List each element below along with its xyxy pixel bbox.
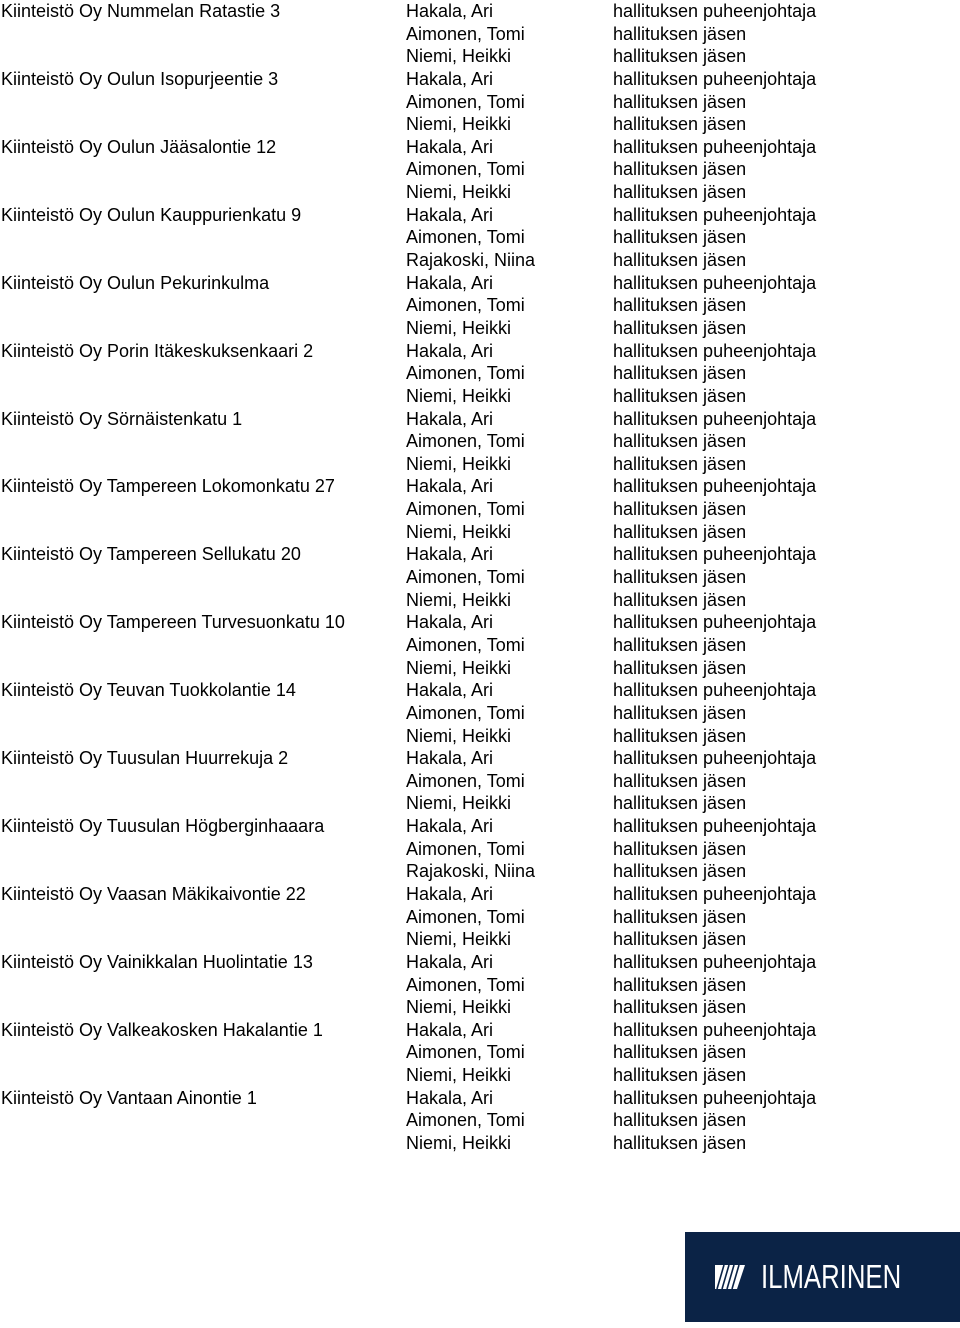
member-name: Hakala, Ari: [406, 1019, 494, 1040]
member-name: Aimonen, Tomi: [406, 770, 525, 791]
member-name: Hakala, Ari: [406, 544, 494, 565]
company-entry: [0, 272, 960, 340]
member-role: hallituksen puheenjohtaja: [613, 476, 817, 497]
member-role: hallituksen jäsen: [613, 929, 747, 950]
logo-text: ILMARINEN: [761, 1258, 902, 1295]
board-members: [406, 408, 816, 476]
member-role: hallituksen puheenjohtaja: [613, 612, 817, 633]
board-member-row: [406, 702, 816, 725]
company-name: Kiinteistö Oy Vainikkalan Huolintatie 13: [1, 951, 313, 972]
board-member-row: [406, 589, 816, 612]
member-role: hallituksen jäsen: [613, 23, 747, 44]
board-member-row: [406, 453, 816, 476]
member-name: Niemi, Heikki: [406, 46, 512, 67]
member-name: Niemi, Heikki: [406, 182, 512, 203]
member-name: Aimonen, Tomi: [406, 702, 525, 723]
board-members: [406, 204, 816, 272]
company-entry: [0, 475, 960, 543]
member-name: Niemi, Heikki: [406, 114, 512, 135]
member-role: hallituksen jäsen: [613, 363, 747, 384]
member-role: hallituksen jäsen: [613, 974, 747, 995]
member-role: hallituksen jäsen: [613, 1065, 747, 1086]
member-role: hallituksen puheenjohtaja: [613, 408, 817, 429]
member-role: hallituksen jäsen: [613, 1133, 747, 1154]
member-name: Hakala, Ari: [406, 476, 494, 497]
member-role: hallituksen puheenjohtaja: [613, 680, 817, 701]
company-entry: [0, 815, 960, 883]
board-member-row: [406, 792, 816, 815]
member-role: hallituksen jäsen: [613, 453, 747, 474]
board-members: [406, 340, 816, 408]
member-role: hallituksen puheenjohtaja: [613, 340, 817, 361]
member-name: Aimonen, Tomi: [406, 906, 525, 927]
board-member-row: [406, 475, 816, 498]
member-role: hallituksen jäsen: [613, 657, 747, 678]
company-name: Kiinteistö Oy Teuvan Tuokkolantie 14: [1, 680, 296, 701]
member-name: Aimonen, Tomi: [406, 838, 525, 859]
board-member-row: [406, 860, 816, 883]
board-member-row: [406, 1064, 816, 1087]
board-member-row: [406, 317, 816, 340]
company-entry: [0, 340, 960, 408]
member-role: hallituksen jäsen: [613, 567, 747, 588]
member-role: hallituksen jäsen: [613, 793, 747, 814]
board-member-row: [406, 68, 816, 91]
member-role: hallituksen jäsen: [613, 317, 747, 338]
company-name: Kiinteistö Oy Nummelan Ratastie 3: [1, 1, 281, 21]
member-name: Niemi, Heikki: [406, 453, 512, 474]
member-name: Niemi, Heikki: [406, 793, 512, 814]
board-member-row: [406, 1087, 816, 1110]
board-member-row: [406, 340, 816, 363]
board-members: [406, 679, 816, 747]
company-entry: [0, 204, 960, 272]
member-name: Hakala, Ari: [406, 340, 494, 361]
board-member-row: [406, 725, 816, 748]
board-member-row: [406, 385, 816, 408]
member-name: Hakala, Ari: [406, 1087, 494, 1108]
board-member-row: [406, 0, 816, 23]
company-name: Kiinteistö Oy Oulun Kauppurienkatu 9: [1, 204, 302, 225]
ilmarinen-logo: [685, 1232, 960, 1322]
company-entry: [0, 68, 960, 136]
member-role: hallituksen jäsen: [613, 838, 747, 859]
board-member-row: [406, 566, 816, 589]
member-name: Aimonen, Tomi: [406, 1110, 525, 1131]
board-member-row: [406, 181, 816, 204]
member-role: hallituksen jäsen: [613, 634, 747, 655]
member-name: Aimonen, Tomi: [406, 295, 525, 316]
board-members: [406, 272, 816, 340]
board-member-row: [406, 770, 816, 793]
member-role: hallituksen puheenjohtaja: [613, 272, 817, 293]
company-entry: [0, 136, 960, 204]
member-name: Niemi, Heikki: [406, 997, 512, 1018]
board-member-row: [406, 91, 816, 114]
board-members: [406, 611, 816, 679]
member-role: hallituksen jäsen: [613, 295, 747, 316]
member-role: hallituksen puheenjohtaja: [613, 204, 817, 225]
company-name: Kiinteistö Oy Sörnäistenkatu 1: [1, 408, 243, 429]
member-name: Niemi, Heikki: [406, 657, 512, 678]
ilmarinen-flag-icon: [715, 1262, 745, 1292]
board-member-row: [406, 928, 816, 951]
member-name: Niemi, Heikki: [406, 725, 512, 746]
member-name: Aimonen, Tomi: [406, 91, 525, 112]
member-name: Aimonen, Tomi: [406, 499, 525, 520]
board-member-row: [406, 747, 816, 770]
member-name: Aimonen, Tomi: [406, 1042, 525, 1063]
member-role: hallituksen jäsen: [613, 227, 747, 248]
member-name: Niemi, Heikki: [406, 1065, 512, 1086]
company-entry: [0, 0, 960, 68]
company-entry: [0, 408, 960, 476]
board-member-row: [406, 679, 816, 702]
company-entry: [0, 543, 960, 611]
member-name: Hakala, Ari: [406, 408, 494, 429]
board-member-row: [406, 45, 816, 68]
member-name: Aimonen, Tomi: [406, 363, 525, 384]
member-role: hallituksen jäsen: [613, 906, 747, 927]
board-member-row: [406, 1132, 816, 1155]
member-name: Aimonen, Tomi: [406, 974, 525, 995]
board-member-row: [406, 838, 816, 861]
member-role: hallituksen puheenjohtaja: [613, 816, 817, 837]
board-member-row: [406, 294, 816, 317]
member-role: hallituksen jäsen: [613, 1110, 747, 1131]
board-members: [406, 68, 816, 136]
board-member-row: [406, 226, 816, 249]
company-entry: [0, 611, 960, 679]
member-role: hallituksen puheenjohtaja: [613, 544, 817, 565]
company-entry: [0, 951, 960, 1019]
board-member-row: [406, 974, 816, 997]
board-member-row: [406, 611, 816, 634]
member-name: Niemi, Heikki: [406, 385, 512, 406]
member-name: Hakala, Ari: [406, 748, 494, 769]
member-role: hallituksen jäsen: [613, 499, 747, 520]
board-members: [406, 815, 816, 883]
company-name: Kiinteistö Oy Tuusulan Huurrekuja 2: [1, 748, 289, 769]
company-name: Kiinteistö Oy Tampereen Lokomonkatu 27: [1, 476, 335, 497]
member-name: Niemi, Heikki: [406, 929, 512, 950]
member-role: hallituksen jäsen: [613, 725, 747, 746]
board-member-row: [406, 996, 816, 1019]
member-name: Hakala, Ari: [406, 680, 494, 701]
member-name: Hakala, Ari: [406, 204, 494, 225]
board-members: [406, 136, 816, 204]
board-member-row: [406, 136, 816, 159]
board-member-row: [406, 272, 816, 295]
member-name: Hakala, Ari: [406, 816, 494, 837]
member-name: Rajakoski, Niina: [406, 861, 536, 882]
board-member-row: [406, 1109, 816, 1132]
member-name: Niemi, Heikki: [406, 589, 512, 610]
company-name: Kiinteistö Oy Tuusulan Högberginhaaara: [1, 816, 325, 837]
member-role: hallituksen jäsen: [613, 770, 747, 791]
member-role: hallituksen jäsen: [613, 182, 747, 203]
board-member-row: [406, 521, 816, 544]
member-role: hallituksen jäsen: [613, 114, 747, 135]
member-role: hallituksen jäsen: [613, 250, 747, 271]
board-member-row: [406, 362, 816, 385]
member-role: hallituksen puheenjohtaja: [613, 748, 817, 769]
board-member-row: [406, 906, 816, 929]
company-name: Kiinteistö Oy Tampereen Sellukatu 20: [1, 544, 301, 565]
member-role: hallituksen jäsen: [613, 521, 747, 542]
board-member-row: [406, 634, 816, 657]
board-member-row: [406, 1019, 816, 1042]
member-role: hallituksen puheenjohtaja: [613, 136, 817, 157]
company-entry: [0, 747, 960, 815]
company-entry: [0, 1019, 960, 1087]
company-name: Kiinteistö Oy Tampereen Turvesuonkatu 10: [1, 612, 345, 633]
board-member-row: [406, 430, 816, 453]
board-members: [406, 543, 816, 611]
member-name: Hakala, Ari: [406, 1, 494, 21]
board-member-row: [406, 883, 816, 906]
company-name: Kiinteistö Oy Vaasan Mäkikaivontie 22: [1, 883, 306, 904]
company-entry: [0, 1087, 960, 1155]
member-role: hallituksen jäsen: [613, 385, 747, 406]
member-name: Aimonen, Tomi: [406, 227, 525, 248]
member-name: Hakala, Ari: [406, 883, 494, 904]
board-members: [406, 883, 816, 951]
member-role: hallituksen jäsen: [613, 91, 747, 112]
member-name: Hakala, Ari: [406, 612, 494, 633]
member-name: Hakala, Ari: [406, 272, 494, 293]
board-member-row: [406, 204, 816, 227]
company-name: Kiinteistö Oy Oulun Jääsalontie 12: [1, 136, 277, 157]
board-members: [406, 0, 816, 68]
member-name: Aimonen, Tomi: [406, 431, 525, 452]
member-role: hallituksen puheenjohtaja: [613, 1019, 817, 1040]
member-name: Niemi, Heikki: [406, 1133, 512, 1154]
member-role: hallituksen jäsen: [613, 431, 747, 452]
board-member-row: [406, 113, 816, 136]
member-name: Aimonen, Tomi: [406, 159, 525, 180]
member-role: hallituksen jäsen: [613, 702, 747, 723]
board-member-row: [406, 158, 816, 181]
member-role: hallituksen jäsen: [613, 589, 747, 610]
member-role: hallituksen puheenjohtaja: [613, 68, 817, 89]
member-name: Aimonen, Tomi: [406, 23, 525, 44]
board-member-row: [406, 657, 816, 680]
member-role: hallituksen puheenjohtaja: [613, 1087, 817, 1108]
member-role: hallituksen puheenjohtaja: [613, 883, 817, 904]
board-members: [406, 1087, 816, 1155]
company-name: Kiinteistö Oy Porin Itäkeskuksenkaari 2: [1, 340, 314, 361]
board-member-row: [406, 408, 816, 431]
board-member-row: [406, 815, 816, 838]
board-member-row: [406, 23, 816, 46]
board-member-row: [406, 951, 816, 974]
member-name: Hakala, Ari: [406, 68, 494, 89]
member-name: Rajakoski, Niina: [406, 250, 536, 271]
board-members: [406, 951, 816, 1019]
company-name: Kiinteistö Oy Oulun Pekurinkulma: [1, 272, 270, 293]
company-name: Kiinteistö Oy Valkeakosken Hakalantie 1: [1, 1019, 323, 1040]
company-entry: [0, 679, 960, 747]
board-member-row: [406, 249, 816, 272]
member-name: Niemi, Heikki: [406, 317, 512, 338]
member-role: hallituksen jäsen: [613, 46, 747, 67]
board-members: [406, 1019, 816, 1087]
member-name: Hakala, Ari: [406, 136, 494, 157]
member-role: hallituksen jäsen: [613, 861, 747, 882]
company-name: Kiinteistö Oy Oulun Isopurjeentie 3: [1, 68, 279, 89]
member-role: hallituksen jäsen: [613, 1042, 747, 1063]
board-members: [406, 747, 816, 815]
member-role: hallituksen puheenjohtaja: [613, 951, 817, 972]
member-role: hallituksen jäsen: [613, 159, 747, 180]
company-entry: [0, 883, 960, 951]
board-members: [406, 475, 816, 543]
member-role: hallituksen puheenjohtaja: [613, 1, 817, 21]
member-name: Hakala, Ari: [406, 951, 494, 972]
board-member-row: [406, 1041, 816, 1064]
member-role: hallituksen jäsen: [613, 997, 747, 1018]
member-name: Aimonen, Tomi: [406, 634, 525, 655]
member-name: Niemi, Heikki: [406, 521, 512, 542]
board-member-row: [406, 543, 816, 566]
member-name: Aimonen, Tomi: [406, 567, 525, 588]
board-member-row: [406, 498, 816, 521]
company-name: Kiinteistö Oy Vantaan Ainontie 1: [1, 1087, 257, 1108]
